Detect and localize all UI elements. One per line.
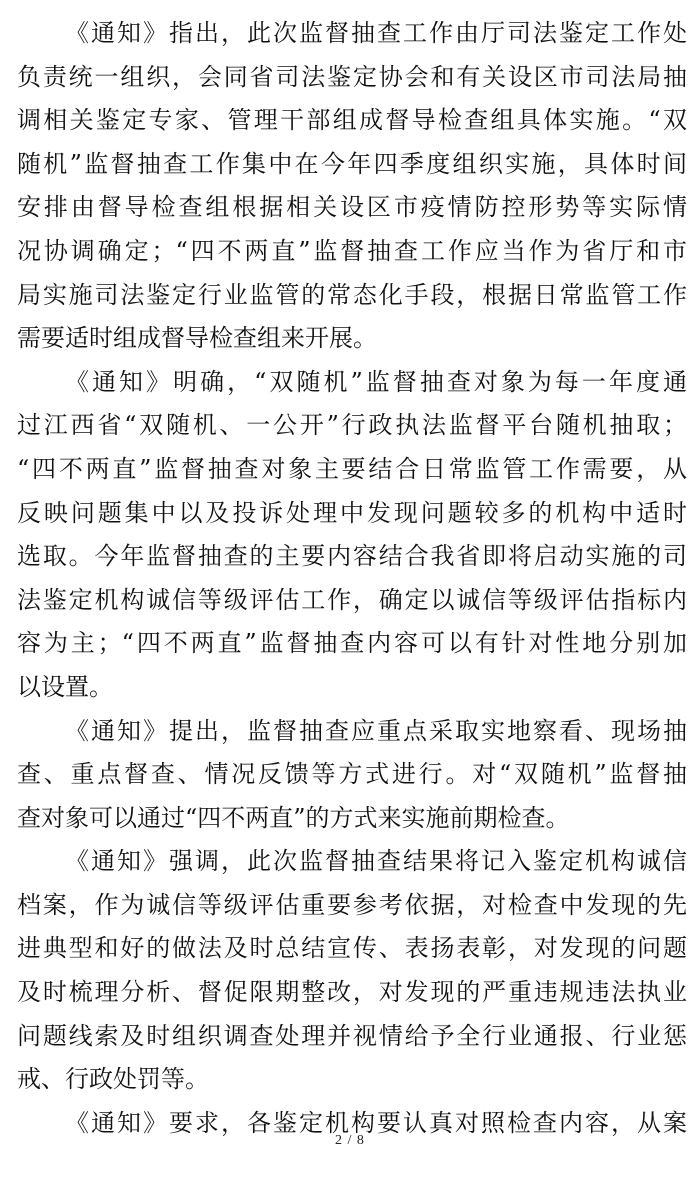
text-line: 调相关鉴定专家、管理干部组成督导检查组具体实施。“双 bbox=[17, 106, 687, 135]
paragraph-1 bbox=[17, 12, 687, 361]
text-line: 查、重点督查、情况反馈等方式进行。对“双随机”监督抽 bbox=[17, 760, 687, 789]
text-line: 随机”监督抽查工作集中在今年四季度组织实施，具体时间 bbox=[17, 149, 687, 178]
text-line: 法鉴定机构诚信等级评估工作，确定以诚信等级评估指标内 bbox=[17, 585, 687, 614]
text-line: 《通知》强调，此次监督抽查结果将记入鉴定机构诚信 bbox=[65, 847, 687, 876]
paragraph-2 bbox=[17, 361, 687, 710]
text-line: 《通知》指出，此次监督抽查工作由厅司法鉴定工作处 bbox=[65, 19, 687, 47]
text-line: 《通知》明确，“双随机”监督抽查对象为每一年度通 bbox=[65, 367, 687, 396]
text-line: 选取。今年监督抽查的主要内容结合我省即将启动实施的司 bbox=[17, 542, 687, 571]
text-line: 戒、行政处罚等。 bbox=[17, 1065, 209, 1094]
text-line: 查对象可以通过“四不两直”的方式来实施前期检查。 bbox=[17, 803, 570, 832]
text-line: 档案，作为诚信等级评估重要参考依据，对检查中发现的先 bbox=[17, 890, 687, 919]
text-line: 安排由督导检查组根据相关设区市疫情防控形势等实际情 bbox=[17, 193, 687, 222]
text-line: 反映问题集中以及投诉处理中发现问题较多的机构中适时 bbox=[17, 498, 687, 527]
page-number: 2 / 8 bbox=[335, 1133, 365, 1148]
document-body bbox=[17, 12, 687, 1145]
paragraph-3 bbox=[17, 710, 687, 841]
text-line: 需要适时组成督导检查组来开展。 bbox=[17, 324, 377, 353]
text-line: 及时梳理分析、督促限期整改，对发现的严重违规违法执业 bbox=[17, 978, 687, 1007]
text-line: 过江西省“双随机、一公开”行政执法监督平台随机抽取； bbox=[17, 411, 687, 440]
text-line: 负责统一组织，会同省司法鉴定协会和有关设区市司法局抽 bbox=[17, 62, 687, 91]
text-line: “四不两直”监督抽查对象主要结合日常监管工作需要，从 bbox=[17, 454, 687, 483]
text-line: 况协调确定；“四不两直”监督抽查工作应当作为省厅和市 bbox=[17, 236, 687, 265]
text-line: 进典型和好的做法及时总结宣传、表扬表彰，对发现的问题 bbox=[17, 934, 687, 963]
text-line: 以设置。 bbox=[17, 672, 113, 701]
text-line: 局实施司法鉴定行业监管的常态化手段，根据日常监管工作 bbox=[17, 280, 687, 309]
text-line: 问题线索及时组织调查处理并视情给予全行业通报、行业惩 bbox=[17, 1021, 687, 1050]
text-line: 《通知》要求，各鉴定机构要认真对照检查内容，从案 bbox=[65, 1108, 687, 1137]
text-line: 容为主；“四不两直”监督抽查内容可以有针对性地分别加 bbox=[17, 629, 687, 658]
text-line: 《通知》提出，监督抽查应重点采取实地察看、现场抽 bbox=[65, 716, 687, 745]
paragraph-4 bbox=[17, 840, 687, 1102]
